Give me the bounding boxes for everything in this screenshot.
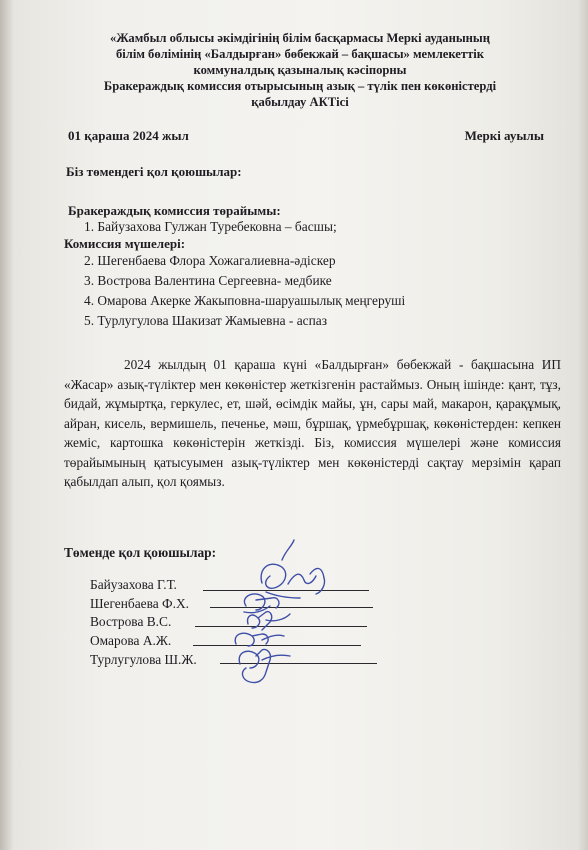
member-list-item: 2. Шегенбаева Флора Хожагалиевна-әдіскер (84, 253, 336, 268)
signature-line (195, 626, 367, 627)
signature-line (203, 590, 369, 591)
header-line-5: қабылдау АКТісі (251, 95, 349, 109)
signers-title: Біз төмендегі қол қоюшылар: (66, 164, 242, 179)
header-line-3: коммуналдық қазыналық кәсіпорны (193, 63, 407, 77)
act-body-paragraph: 2024 жылдың 01 қараша күні «Балдырған» бөбекжай - бақшасына ИП «Жасар» азық-түліктер мен көкөністер жеткізгенін растаймыз. Оның ішінде: қант, тұз, бидай, жұмыртқа, геркулес, ет, шәй, өсімдік майы, ұн, сары май, макарон, қарақұмық, айран, кисель, вермишель, печенье, мәш, бұршақ, үрмебұршақ, көкөністерден: кепкен жеміс, картошка көкөністерін жеткізді. Біз, комиссия мүшелері және комиссия төрайымының қатысуымен азық-түліктер мен көкөністерді сақтау мерзімін қарап қабылдап алып, қол қоямыз. (64, 357, 561, 489)
signature-name: Шегенбаева Ф.Х. (90, 596, 189, 611)
member-list-item: 4. Омарова Акерке Жакыповна-шаруашылық меңгеруші (84, 293, 406, 308)
signature-name: Турлугулова Ш.Ж. (90, 652, 197, 667)
document-place: Меркі ауылы (464, 128, 544, 143)
signature-scribble-5 (239, 649, 290, 682)
header-line-2: білім бөлімінің «Балдырған» бөбекжай – бақшасы» мемлекеттік (115, 47, 485, 61)
signature-line (210, 607, 373, 608)
signature-line (220, 663, 377, 664)
signature-scribble-2 (244, 594, 279, 613)
page-edge-shadow-right (578, 0, 588, 850)
document-date: 01 қараша 2024 жыл (68, 128, 189, 143)
signature-name: Байузахова Г.Т. (90, 577, 177, 592)
signature-scribble-3 (248, 612, 290, 630)
chair-list-item: 1. Байузахова Гулжан Туребековна – басшы; (84, 219, 337, 234)
header-line-4: Бракераждық комиссия отырысының азық – түлік пен көкөністерді (103, 79, 497, 93)
page-edge-shadow-left (0, 0, 14, 850)
signature-name: Вострова В.С. (90, 614, 172, 629)
member-list-item: 3. Вострова Валентина Сергеевна- медбике (84, 273, 332, 288)
header-line-1: «Жамбыл облысы әкімдігінің білім басқармасы Меркі ауданының (109, 31, 491, 45)
chair-title: Бракераждық комиссия төрайымы: (68, 203, 281, 218)
signatures-title: Төменде қол қоюшылар: (64, 545, 217, 560)
signature-name: Омарова А.Ж. (90, 633, 172, 648)
member-list-item: 5. Турлугулова Шакизат Жамыевна - аспаз (84, 313, 328, 328)
document-header (40, 30, 560, 110)
members-title: Комиссия мүшелері: (64, 236, 186, 251)
signature-line (193, 645, 361, 646)
